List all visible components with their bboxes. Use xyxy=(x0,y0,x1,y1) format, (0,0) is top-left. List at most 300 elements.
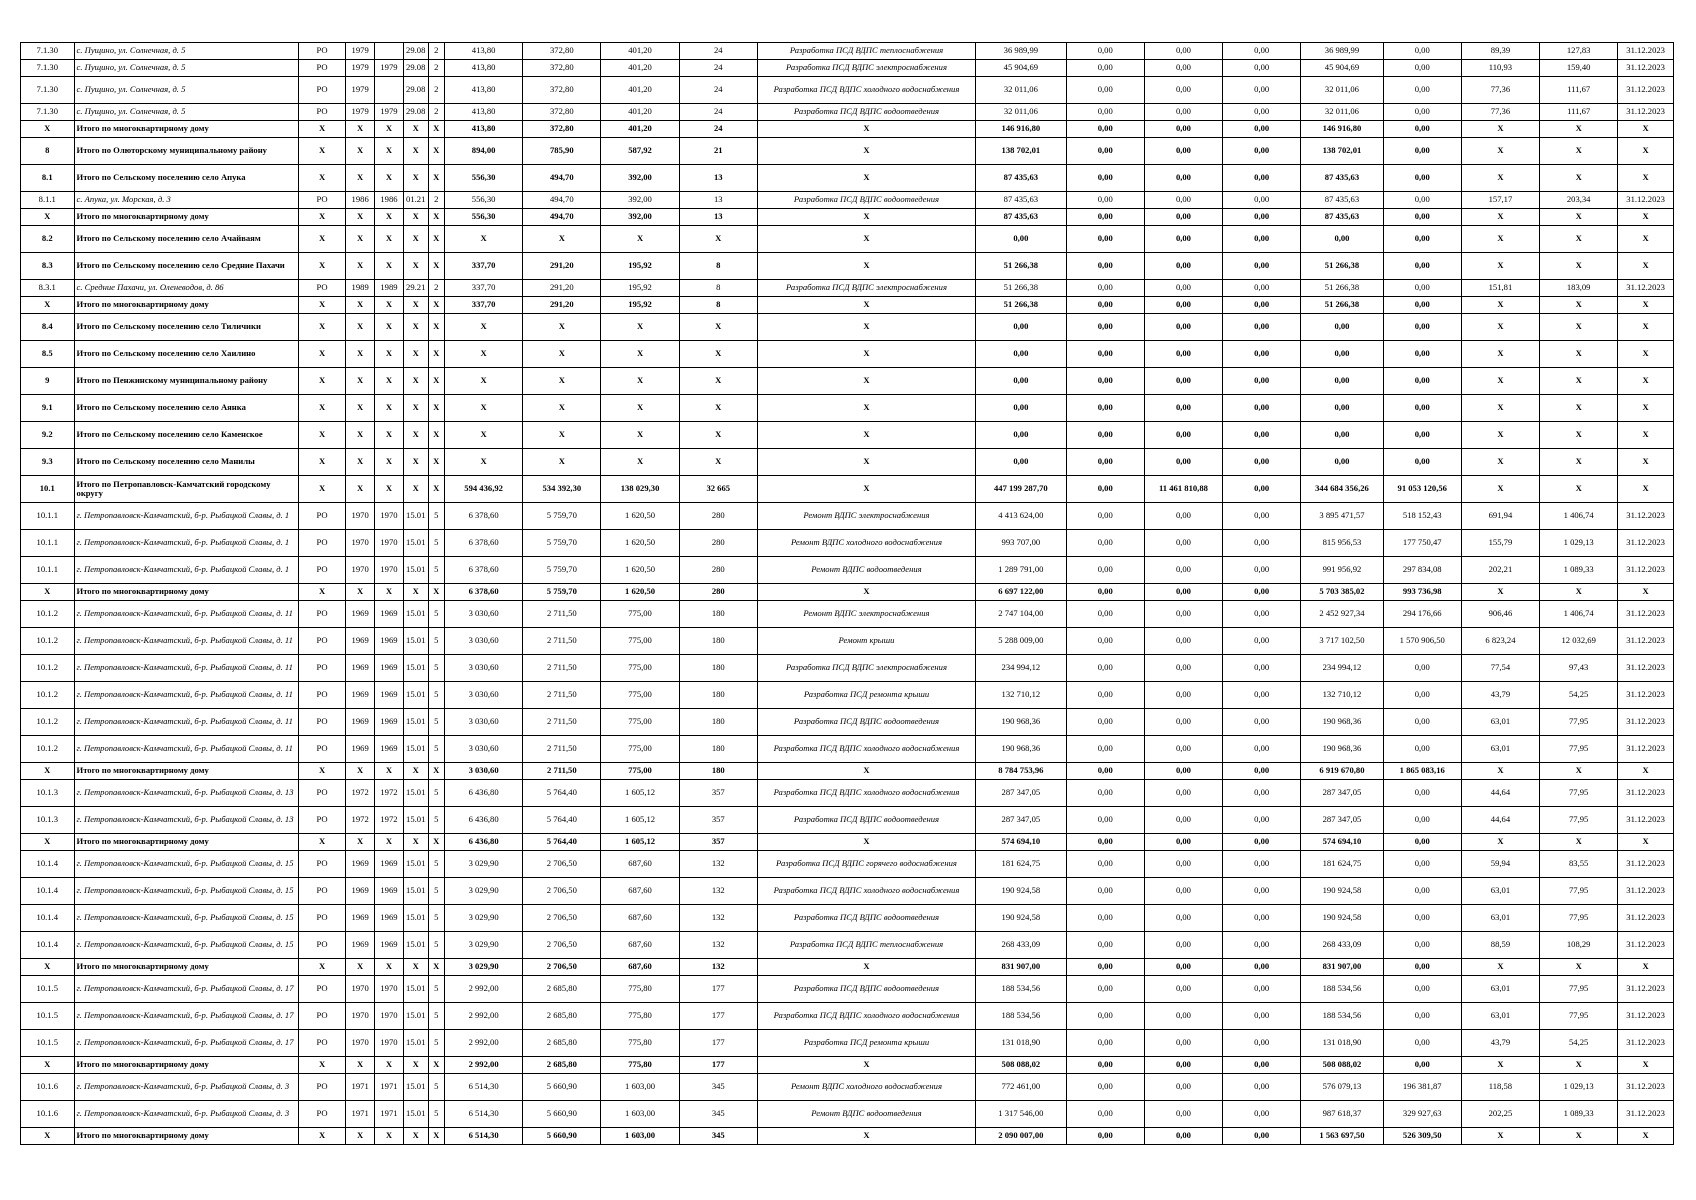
commission-year-cell: X xyxy=(375,584,404,601)
regional-funds-cell: 0,00 xyxy=(1144,226,1222,253)
repair-method-cell: РО xyxy=(298,60,345,77)
work-type-cell: X xyxy=(757,209,975,226)
total-area-cell: 3 030,60 xyxy=(445,601,523,628)
commission-year-cell: X xyxy=(375,341,404,368)
deadline-cell: 31.12.2023 xyxy=(1618,682,1674,709)
living-area-cell: 2 706,50 xyxy=(523,878,601,905)
total-cost-cell: 36 989,99 xyxy=(976,43,1067,60)
total-cost-cell: 6 697 122,00 xyxy=(976,584,1067,601)
unit-cost-cell: X xyxy=(1461,314,1539,341)
commission-year-cell: 1970 xyxy=(375,1003,404,1030)
wall-material-cell: X xyxy=(403,476,428,503)
repair-method-cell: РО xyxy=(298,104,345,121)
deadline-cell: X xyxy=(1618,226,1674,253)
federal-funds-cell: 0,00 xyxy=(1066,1030,1144,1057)
work-type-cell: X xyxy=(757,584,975,601)
unit-cost-cell: 6 823,24 xyxy=(1461,628,1539,655)
floors-cell: 2 xyxy=(428,280,444,297)
floors-cell: 5 xyxy=(428,682,444,709)
floors-cell: 2 xyxy=(428,60,444,77)
residents-cell: 8 xyxy=(679,280,757,297)
repair-method-cell: X xyxy=(298,449,345,476)
commission-year-cell: X xyxy=(375,763,404,780)
commission-year-cell: 1986 xyxy=(375,192,404,209)
repair-method-cell: РО xyxy=(298,43,345,60)
wall-material-cell: X xyxy=(403,253,428,280)
deadline-cell: X xyxy=(1618,368,1674,395)
residents-cell: 13 xyxy=(679,192,757,209)
living-area-cell: 5 764,40 xyxy=(523,807,601,834)
federal-funds-cell: 0,00 xyxy=(1066,736,1144,763)
regional-funds-cell: 0,00 xyxy=(1144,834,1222,851)
commission-year-cell: 1972 xyxy=(375,780,404,807)
total-area-cell: 3 029,90 xyxy=(445,905,523,932)
unit-cost-cell: 44,64 xyxy=(1461,807,1539,834)
build-year-cell: X xyxy=(346,476,375,503)
nonliving-area-cell: 1 620,50 xyxy=(601,530,679,557)
regional-funds-cell: 0,00 xyxy=(1144,253,1222,280)
total-cost-cell: 87 435,63 xyxy=(976,192,1067,209)
regional-funds-cell: 0,00 xyxy=(1144,1128,1222,1145)
item-number-cell: X xyxy=(21,121,75,138)
address-cell: с. Средние Пахачи, ул. Оленеводов, д. 86 xyxy=(74,280,298,297)
repair-method-cell: X xyxy=(298,763,345,780)
total-cost-cell: 5 288 009,00 xyxy=(976,628,1067,655)
subtotal-row xyxy=(21,297,1674,314)
total-area-cell: 6 436,80 xyxy=(445,807,523,834)
regional-funds-cell: 0,00 xyxy=(1144,77,1222,104)
other-funds-cell: 518 152,43 xyxy=(1383,503,1461,530)
work-type-cell: Разработка ПСД ВДПС водоотведения xyxy=(757,709,975,736)
residents-cell: 32 665 xyxy=(679,476,757,503)
other-funds-cell: 0,00 xyxy=(1383,121,1461,138)
federal-funds-cell: 0,00 xyxy=(1066,1074,1144,1101)
living-area-cell: 2 685,80 xyxy=(523,1030,601,1057)
work-type-cell: X xyxy=(757,297,975,314)
regional-funds-cell: 11 461 810,88 xyxy=(1144,476,1222,503)
max-unit-cost-cell: X xyxy=(1540,368,1618,395)
repair-method-cell: РО xyxy=(298,682,345,709)
table-row xyxy=(21,601,1674,628)
work-type-cell: X xyxy=(757,395,975,422)
other-funds-cell: 0,00 xyxy=(1383,682,1461,709)
federal-funds-cell: 0,00 xyxy=(1066,557,1144,584)
address-cell: г. Петропавловск-Камчатский, б-р. Рыбацкой Славы, д. 15 xyxy=(74,851,298,878)
wall-material-cell: X xyxy=(403,368,428,395)
other-funds-cell: 0,00 xyxy=(1383,368,1461,395)
total-cost-cell: 146 916,80 xyxy=(976,121,1067,138)
deadline-cell: X xyxy=(1618,121,1674,138)
nonliving-area-cell: 587,92 xyxy=(601,138,679,165)
wall-material-cell: X xyxy=(403,165,428,192)
build-year-cell: 1970 xyxy=(346,557,375,584)
federal-funds-cell: 0,00 xyxy=(1066,905,1144,932)
item-number-cell: 10.1.1 xyxy=(21,557,75,584)
subtotal-row xyxy=(21,763,1674,780)
wall-material-cell: 29.08 xyxy=(403,60,428,77)
commission-year-cell: 1970 xyxy=(375,1030,404,1057)
deadline-cell: 31.12.2023 xyxy=(1618,736,1674,763)
owner-funds-cell: 190 924,58 xyxy=(1301,878,1383,905)
deadline-cell: X xyxy=(1618,959,1674,976)
total-area-cell: X xyxy=(445,341,523,368)
owner-funds-cell: 0,00 xyxy=(1301,226,1383,253)
total-cost-cell: 287 347,05 xyxy=(976,780,1067,807)
federal-funds-cell: 0,00 xyxy=(1066,834,1144,851)
floors-cell: 5 xyxy=(428,905,444,932)
nonliving-area-cell: X xyxy=(601,226,679,253)
deadline-cell: 31.12.2023 xyxy=(1618,709,1674,736)
address-cell: г. Петропавловск-Камчатский, б-р. Рыбацкой Славы, д. 11 xyxy=(74,736,298,763)
floors-cell: 5 xyxy=(428,601,444,628)
subtotal-row xyxy=(21,165,1674,192)
work-type-cell: X xyxy=(757,422,975,449)
max-unit-cost-cell: 111,67 xyxy=(1540,104,1618,121)
address-cell: с. Пущино, ул. Солнечная, д. 5 xyxy=(74,43,298,60)
floors-cell: 5 xyxy=(428,709,444,736)
municipal-funds-cell: 0,00 xyxy=(1223,253,1301,280)
owner-funds-cell: 508 088,02 xyxy=(1301,1057,1383,1074)
wall-material-cell: X xyxy=(403,449,428,476)
owner-funds-cell: 87 435,63 xyxy=(1301,209,1383,226)
commission-year-cell: X xyxy=(375,422,404,449)
total-area-cell: 6 514,30 xyxy=(445,1128,523,1145)
commission-year-cell: X xyxy=(375,476,404,503)
item-number-cell: 9.1 xyxy=(21,395,75,422)
regional-funds-cell: 0,00 xyxy=(1144,165,1222,192)
total-area-cell: 894,00 xyxy=(445,138,523,165)
work-type-cell: Разработка ПСД ВДПС холодного водоснабжения xyxy=(757,780,975,807)
floors-cell: X xyxy=(428,584,444,601)
repair-method-cell: X xyxy=(298,959,345,976)
municipal-funds-cell: 0,00 xyxy=(1223,449,1301,476)
municipal-funds-cell: 0,00 xyxy=(1223,780,1301,807)
repair-method-cell: X xyxy=(298,121,345,138)
residents-cell: 180 xyxy=(679,655,757,682)
work-type-cell: Ремонт ВДПС электроснабжения xyxy=(757,503,975,530)
address-cell: Итого по многоквартирному дому xyxy=(74,297,298,314)
wall-material-cell: 15.01 xyxy=(403,1003,428,1030)
nonliving-area-cell: 392,00 xyxy=(601,209,679,226)
build-year-cell: 1970 xyxy=(346,503,375,530)
unit-cost-cell: X xyxy=(1461,834,1539,851)
unit-cost-cell: 59,94 xyxy=(1461,851,1539,878)
total-area-cell: 3 029,90 xyxy=(445,878,523,905)
owner-funds-cell: 0,00 xyxy=(1301,395,1383,422)
total-area-cell: 6 378,60 xyxy=(445,530,523,557)
total-cost-cell: 32 011,06 xyxy=(976,77,1067,104)
other-funds-cell: 0,00 xyxy=(1383,932,1461,959)
address-cell: г. Петропавловск-Камчатский, б-р. Рыбацкой Славы, д. 11 xyxy=(74,682,298,709)
max-unit-cost-cell: X xyxy=(1540,476,1618,503)
max-unit-cost-cell: X xyxy=(1540,297,1618,314)
commission-year-cell: X xyxy=(375,314,404,341)
regional-funds-cell: 0,00 xyxy=(1144,976,1222,1003)
nonliving-area-cell: 775,80 xyxy=(601,1057,679,1074)
repair-method-cell: РО xyxy=(298,557,345,584)
nonliving-area-cell: 401,20 xyxy=(601,104,679,121)
item-number-cell: X xyxy=(21,834,75,851)
regional-funds-cell: 0,00 xyxy=(1144,280,1222,297)
other-funds-cell: 993 736,98 xyxy=(1383,584,1461,601)
unit-cost-cell: 77,36 xyxy=(1461,104,1539,121)
build-year-cell: 1971 xyxy=(346,1101,375,1128)
other-funds-cell: 0,00 xyxy=(1383,1003,1461,1030)
commission-year-cell: 1969 xyxy=(375,878,404,905)
work-type-cell: X xyxy=(757,138,975,165)
table-row xyxy=(21,557,1674,584)
address-cell: Итого по Сельскому поселению село Апука xyxy=(74,165,298,192)
residents-cell: 24 xyxy=(679,60,757,77)
max-unit-cost-cell: X xyxy=(1540,395,1618,422)
table-row xyxy=(21,530,1674,557)
floors-cell: X xyxy=(428,1128,444,1145)
regional-funds-cell: 0,00 xyxy=(1144,584,1222,601)
municipal-funds-cell: 0,00 xyxy=(1223,557,1301,584)
federal-funds-cell: 0,00 xyxy=(1066,280,1144,297)
table-row xyxy=(21,878,1674,905)
floors-cell: X xyxy=(428,138,444,165)
municipal-funds-cell: 0,00 xyxy=(1223,43,1301,60)
other-funds-cell: 0,00 xyxy=(1383,905,1461,932)
address-cell: Итого по многоквартирному дому xyxy=(74,763,298,780)
build-year-cell: 1979 xyxy=(346,77,375,104)
total-area-cell: 337,70 xyxy=(445,297,523,314)
living-area-cell: 372,80 xyxy=(523,104,601,121)
floors-cell: 5 xyxy=(428,736,444,763)
commission-year-cell: 1969 xyxy=(375,709,404,736)
owner-funds-cell: 987 618,37 xyxy=(1301,1101,1383,1128)
address-cell: г. Петропавловск-Камчатский, б-р. Рыбацкой Славы, д. 17 xyxy=(74,1030,298,1057)
federal-funds-cell: 0,00 xyxy=(1066,192,1144,209)
wall-material-cell: X xyxy=(403,314,428,341)
municipal-funds-cell: 0,00 xyxy=(1223,851,1301,878)
item-number-cell: 10.1.2 xyxy=(21,601,75,628)
repair-method-cell: РО xyxy=(298,280,345,297)
subtotal-row xyxy=(21,368,1674,395)
total-cost-cell: 45 904,69 xyxy=(976,60,1067,77)
total-cost-cell: 508 088,02 xyxy=(976,1057,1067,1074)
max-unit-cost-cell: X xyxy=(1540,253,1618,280)
other-funds-cell: 91 053 120,56 xyxy=(1383,476,1461,503)
federal-funds-cell: 0,00 xyxy=(1066,682,1144,709)
total-cost-cell: 234 994,12 xyxy=(976,655,1067,682)
repair-method-cell: РО xyxy=(298,1030,345,1057)
residents-cell: 280 xyxy=(679,503,757,530)
federal-funds-cell: 0,00 xyxy=(1066,780,1144,807)
residents-cell: X xyxy=(679,314,757,341)
owner-funds-cell: 2 452 927,34 xyxy=(1301,601,1383,628)
build-year-cell: 1972 xyxy=(346,780,375,807)
address-cell: г. Петропавловск-Камчатский, б-р. Рыбацкой Славы, д. 17 xyxy=(74,976,298,1003)
total-area-cell: 413,80 xyxy=(445,60,523,77)
wall-material-cell: X xyxy=(403,121,428,138)
owner-funds-cell: 146 916,80 xyxy=(1301,121,1383,138)
nonliving-area-cell: 1 603,00 xyxy=(601,1128,679,1145)
total-cost-cell: 188 534,56 xyxy=(976,976,1067,1003)
max-unit-cost-cell: 1 089,33 xyxy=(1540,1101,1618,1128)
wall-material-cell: 15.01 xyxy=(403,780,428,807)
total-area-cell: X xyxy=(445,395,523,422)
nonliving-area-cell: 401,20 xyxy=(601,77,679,104)
address-cell: Итого по многоквартирному дому xyxy=(74,834,298,851)
nonliving-area-cell: 775,00 xyxy=(601,655,679,682)
build-year-cell: X xyxy=(346,834,375,851)
municipal-funds-cell: 0,00 xyxy=(1223,1074,1301,1101)
work-type-cell: Ремонт ВДПС водоотведения xyxy=(757,1101,975,1128)
work-type-cell: Ремонт крыши xyxy=(757,628,975,655)
living-area-cell: 5 764,40 xyxy=(523,780,601,807)
unit-cost-cell: X xyxy=(1461,138,1539,165)
item-number-cell: X xyxy=(21,1128,75,1145)
item-number-cell: 10.1.2 xyxy=(21,736,75,763)
max-unit-cost-cell: 127,83 xyxy=(1540,43,1618,60)
residents-cell: 345 xyxy=(679,1074,757,1101)
repair-method-cell: РО xyxy=(298,878,345,905)
regional-funds-cell: 0,00 xyxy=(1144,341,1222,368)
repair-method-cell: РО xyxy=(298,780,345,807)
other-funds-cell: 0,00 xyxy=(1383,280,1461,297)
subtotal-row xyxy=(21,253,1674,280)
other-funds-cell: 0,00 xyxy=(1383,1030,1461,1057)
item-number-cell: 10.1.4 xyxy=(21,878,75,905)
commission-year-cell: 1969 xyxy=(375,628,404,655)
total-cost-cell: 831 907,00 xyxy=(976,959,1067,976)
nonliving-area-cell: X xyxy=(601,368,679,395)
item-number-cell: 7.1.30 xyxy=(21,104,75,121)
table-row xyxy=(21,1003,1674,1030)
address-cell: г. Петропавловск-Камчатский, б-р. Рыбацкой Славы, д. 1 xyxy=(74,503,298,530)
federal-funds-cell: 0,00 xyxy=(1066,1128,1144,1145)
build-year-cell: 1970 xyxy=(346,530,375,557)
living-area-cell: 785,90 xyxy=(523,138,601,165)
municipal-funds-cell: 0,00 xyxy=(1223,628,1301,655)
living-area-cell: 372,80 xyxy=(523,43,601,60)
unit-cost-cell: X xyxy=(1461,449,1539,476)
residents-cell: 13 xyxy=(679,209,757,226)
residents-cell: X xyxy=(679,449,757,476)
max-unit-cost-cell: X xyxy=(1540,314,1618,341)
commission-year-cell: X xyxy=(375,1057,404,1074)
max-unit-cost-cell: 77,95 xyxy=(1540,905,1618,932)
owner-funds-cell: 1 563 697,50 xyxy=(1301,1128,1383,1145)
subtotal-row xyxy=(21,834,1674,851)
max-unit-cost-cell: X xyxy=(1540,226,1618,253)
total-cost-cell: 2 747 104,00 xyxy=(976,601,1067,628)
wall-material-cell: 15.01 xyxy=(403,682,428,709)
address-cell: г. Петропавловск-Камчатский, б-р. Рыбацкой Славы, д. 15 xyxy=(74,932,298,959)
unit-cost-cell: 63,01 xyxy=(1461,709,1539,736)
unit-cost-cell: X xyxy=(1461,763,1539,780)
total-cost-cell: 190 968,36 xyxy=(976,736,1067,763)
deadline-cell: X xyxy=(1618,253,1674,280)
unit-cost-cell: 63,01 xyxy=(1461,905,1539,932)
max-unit-cost-cell: X xyxy=(1540,763,1618,780)
address-cell: г. Петропавловск-Камчатский, б-р. Рыбацкой Славы, д. 3 xyxy=(74,1074,298,1101)
commission-year-cell: 1979 xyxy=(375,60,404,77)
build-year-cell: 1969 xyxy=(346,628,375,655)
nonliving-area-cell: 392,00 xyxy=(601,165,679,192)
municipal-funds-cell: 0,00 xyxy=(1223,682,1301,709)
table-row xyxy=(21,655,1674,682)
work-type-cell: Разработка ПСД ВДПС холодного водоснабжения xyxy=(757,878,975,905)
total-cost-cell: 32 011,06 xyxy=(976,104,1067,121)
municipal-funds-cell: 0,00 xyxy=(1223,601,1301,628)
max-unit-cost-cell: X xyxy=(1540,165,1618,192)
municipal-funds-cell: 0,00 xyxy=(1223,834,1301,851)
item-number-cell: X xyxy=(21,584,75,601)
total-area-cell: 3 030,60 xyxy=(445,763,523,780)
work-type-cell: Ремонт ВДПС электроснабжения xyxy=(757,601,975,628)
item-number-cell: 8 xyxy=(21,138,75,165)
other-funds-cell: 526 309,50 xyxy=(1383,1128,1461,1145)
floors-cell: X xyxy=(428,449,444,476)
item-number-cell: 10.1.1 xyxy=(21,503,75,530)
municipal-funds-cell: 0,00 xyxy=(1223,807,1301,834)
max-unit-cost-cell: 97,43 xyxy=(1540,655,1618,682)
owner-funds-cell: 190 968,36 xyxy=(1301,709,1383,736)
item-number-cell: 10.1.4 xyxy=(21,851,75,878)
deadline-cell: 31.12.2023 xyxy=(1618,932,1674,959)
nonliving-area-cell: 775,00 xyxy=(601,709,679,736)
living-area-cell: 2 711,50 xyxy=(523,763,601,780)
total-area-cell: 6 514,30 xyxy=(445,1101,523,1128)
living-area-cell: X xyxy=(523,449,601,476)
subtotal-row xyxy=(21,584,1674,601)
address-cell: г. Петропавловск-Камчатский, б-р. Рыбацкой Славы, д. 11 xyxy=(74,655,298,682)
wall-material-cell: 15.01 xyxy=(403,1030,428,1057)
residents-cell: X xyxy=(679,226,757,253)
item-number-cell: 10.1.4 xyxy=(21,905,75,932)
item-number-cell: 10.1.3 xyxy=(21,807,75,834)
deadline-cell: X xyxy=(1618,763,1674,780)
residents-cell: 177 xyxy=(679,976,757,1003)
commission-year-cell: 1969 xyxy=(375,601,404,628)
build-year-cell: X xyxy=(346,1128,375,1145)
build-year-cell: 1969 xyxy=(346,655,375,682)
item-number-cell: 10.1.3 xyxy=(21,780,75,807)
other-funds-cell: 1 570 906,50 xyxy=(1383,628,1461,655)
unit-cost-cell: X xyxy=(1461,209,1539,226)
floors-cell: X xyxy=(428,314,444,341)
table-row xyxy=(21,709,1674,736)
work-type-cell: Разработка ПСД ремонта крыши xyxy=(757,682,975,709)
work-type-cell: X xyxy=(757,121,975,138)
owner-funds-cell: 131 018,90 xyxy=(1301,1030,1383,1057)
regional-funds-cell: 0,00 xyxy=(1144,682,1222,709)
address-cell: г. Петропавловск-Камчатский, б-р. Рыбацкой Славы, д. 17 xyxy=(74,1003,298,1030)
municipal-funds-cell: 0,00 xyxy=(1223,503,1301,530)
deadline-cell: X xyxy=(1618,834,1674,851)
work-type-cell: Ремонт ВДПС холодного водоснабжения xyxy=(757,530,975,557)
total-area-cell: 3 030,60 xyxy=(445,655,523,682)
deadline-cell: 31.12.2023 xyxy=(1618,192,1674,209)
regional-funds-cell: 0,00 xyxy=(1144,1057,1222,1074)
owner-funds-cell: 0,00 xyxy=(1301,422,1383,449)
wall-material-cell: 15.01 xyxy=(403,976,428,1003)
total-area-cell: 3 029,90 xyxy=(445,959,523,976)
deadline-cell: 31.12.2023 xyxy=(1618,104,1674,121)
federal-funds-cell: 0,00 xyxy=(1066,209,1144,226)
municipal-funds-cell: 0,00 xyxy=(1223,655,1301,682)
address-cell: г. Петропавловск-Камчатский, б-р. Рыбацкой Славы, д. 3 xyxy=(74,1101,298,1128)
commission-year-cell: 1969 xyxy=(375,682,404,709)
federal-funds-cell: 0,00 xyxy=(1066,104,1144,121)
wall-material-cell: 15.01 xyxy=(403,932,428,959)
residents-cell: X xyxy=(679,341,757,368)
item-number-cell: 10.1.1 xyxy=(21,530,75,557)
total-area-cell: 556,30 xyxy=(445,209,523,226)
